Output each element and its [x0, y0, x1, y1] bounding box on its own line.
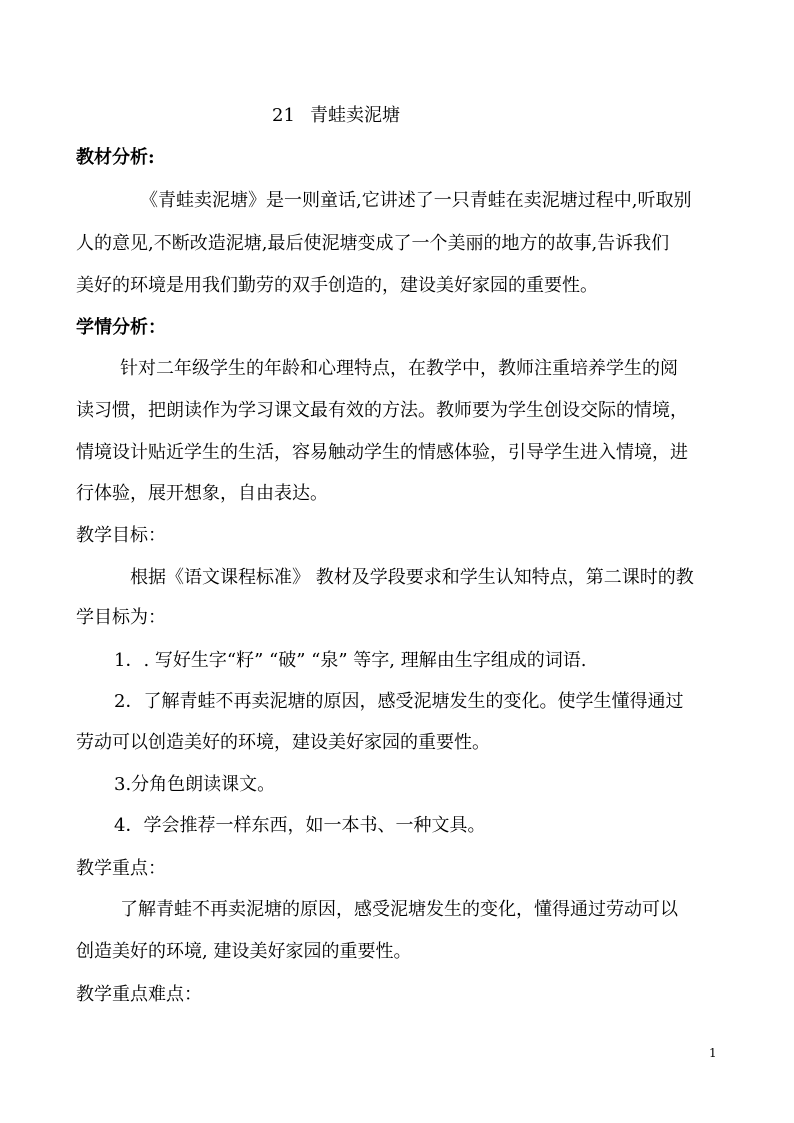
heading-teaching-goals: 教学目标：: [76, 525, 166, 546]
material-line-2: 人的意见,不断改造泥塘,最后使泥塘变成了一个美丽的地方的故事,告诉我们: [76, 233, 670, 254]
goals-intro-line-2: 学目标为：: [76, 607, 166, 628]
goal-item-1: 1．. 写好生字“籽” “破” “泉” 等字, 理解由生字组成的词语.: [114, 650, 587, 671]
student-line-3: 情境设计贴近学生的生活，容易触动学生的情感体验，引导学生进入情境，进: [76, 442, 688, 463]
heading-difficulties: 教学重点难点：: [76, 984, 202, 1005]
goal-item-3: 3.分角色朗读课文。: [114, 774, 276, 795]
key-points-line-2: 创造美好的环境, 建设美好家园的重要性。: [76, 941, 412, 962]
material-line-1: 《青蛙卖泥塘》是一则童话,它讲述了一只青蛙在卖泥塘过程中,听取别: [140, 190, 692, 211]
goal-item-2-cont: 劳动可以创造美好的环境，建设美好家园的重要性。: [76, 732, 490, 753]
page-number: 1: [709, 1046, 717, 1060]
heading-student-analysis: 学情分析：: [76, 317, 166, 338]
material-line-3: 美好的环境是用我们勤劳的双手创造的，建设美好家园的重要性。: [76, 275, 598, 296]
page-title: 青蛙卖泥塘: [310, 105, 400, 126]
student-line-2: 读习惯，把朗读作为学习课文最有效的方法。教师要为学生创设交际的情境，: [76, 400, 688, 421]
title-number: 21: [272, 105, 295, 126]
key-points-line-1: 了解青蛙不再卖泥塘的原因，感受泥塘发生的变化，懂得通过劳动可以: [120, 899, 678, 920]
goal-item-2: 2．了解青蛙不再卖泥塘的原因，感受泥塘发生的变化。使学生懂得通过: [114, 691, 684, 712]
student-line-4: 行体验，展开想象，自由表达。: [76, 483, 328, 504]
goals-intro-line-1: 根据《语文课程标准》 教材及学段要求和学生认知特点，第二课时的教: [130, 567, 694, 588]
student-line-1: 针对二年级学生的年龄和心理特点，在教学中，教师注重培养学生的阅: [120, 358, 678, 379]
goal-item-4: 4．学会推荐一样东西，如一本书、一种文具。: [114, 815, 486, 836]
heading-key-points: 教学重点：: [76, 858, 166, 879]
heading-material-analysis: 教材分析:: [76, 147, 155, 168]
